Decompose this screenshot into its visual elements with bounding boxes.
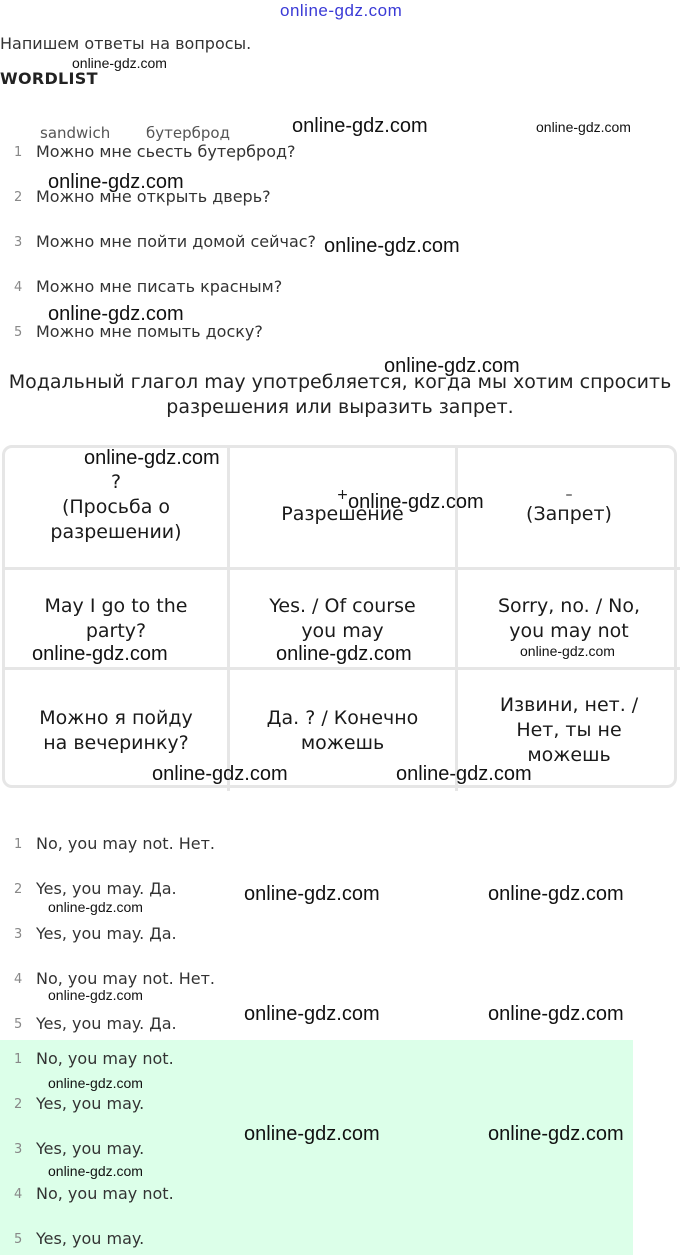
cell-text: May I go to the party? [44,594,188,642]
wordlist-cut-translation: бутерброд [146,124,230,142]
list-item [0,1094,640,1124]
item-number: 4 [14,972,23,987]
watermark: online-gdz.com [48,1075,143,1091]
item-number: 2 [14,1097,23,1112]
watermark: online-gdz.com [292,115,428,137]
header-label: (Просьба о разрешении) [50,496,182,543]
item-number: 5 [14,1017,23,1032]
item-text: Можно мне пойти домой сейчас? [36,232,317,251]
watermark: online-gdz.com [84,447,220,469]
cell-text: Да. ? / Конечно можешь [266,706,419,754]
item-text: Yes, you may. Да. [36,1014,177,1033]
intro-text: Напишем ответы на вопросы. [0,34,252,53]
modal-table [2,445,677,788]
list-item [0,232,640,262]
item-text: No, you may not. Нет. [36,834,216,853]
item-text: No, you may not. [36,1049,174,1068]
item-number: 3 [14,927,23,942]
item-text: Можно мне помыть доску? [36,322,263,341]
watermark: online-gdz.com [384,355,520,377]
wordlist-title: WORDLIST [0,69,98,88]
watermark: online-gdz.com [32,643,168,665]
item-text: Можно мне сьесть бутерброд? [36,142,296,161]
item-number: 2 [14,190,23,205]
watermark: online-gdz.com [276,643,412,665]
item-number: 1 [14,837,23,852]
item-text: Yes, you may. Да. [36,879,177,898]
watermark-top: online-gdz.com [280,1,403,20]
wordlist-cut-word: sandwich [40,124,111,142]
watermark: online-gdz.com [48,987,143,1003]
header-symbol: + [336,487,349,503]
list-item [0,1184,640,1214]
watermark: online-gdz.com [48,171,184,193]
item-number: 4 [14,280,23,295]
watermark: online-gdz.com [488,883,624,905]
watermark: online-gdz.com [396,763,532,785]
item-text: Yes, you may. Да. [36,924,177,943]
item-text: Yes, you may. [36,1229,145,1248]
item-number: 3 [14,235,23,250]
cell-text: Sorry, no. / No, you may not [497,594,641,642]
watermark: online-gdz.com [48,899,143,915]
watermark: online-gdz.com [536,119,631,135]
item-number: 5 [14,325,23,340]
watermark: online-gdz.com [488,1123,624,1145]
list-item [0,1229,640,1259]
watermark: online-gdz.com [72,55,167,71]
watermark: online-gdz.com [520,643,615,659]
header-label: (Запрет) [526,503,612,525]
watermark: online-gdz.com [48,1163,143,1179]
item-number: 1 [14,1052,23,1067]
modal-verb-note: Модальный глагол may употребляется, когда мы хотим спросить разрешения или выразить запрет. [8,371,672,418]
watermark: online-gdz.com [348,491,484,513]
item-text: No, you may not. [36,1184,174,1203]
list-item [0,924,640,954]
item-text: Yes, you may. [36,1139,145,1158]
header-symbol: – [565,487,573,503]
watermark: online-gdz.com [244,1003,380,1025]
item-text: Yes, you may. [36,1094,145,1113]
list-item [0,322,640,352]
watermark: online-gdz.com [48,303,184,325]
list-item [0,834,640,864]
table-header-prohibition [458,448,680,570]
watermark: online-gdz.com [324,235,460,257]
item-text: Можно мне открыть дверь? [36,187,271,206]
item-number: 4 [14,1187,23,1202]
header-label: Разрешение [281,503,404,525]
watermark: online-gdz.com [244,883,380,905]
cell-text: Извини, нет. / Нет, ты не можешь [499,694,639,766]
item-number: 5 [14,1232,23,1247]
cell-text: Yes. / Of course you may [269,594,416,642]
item-number: 3 [14,1142,23,1157]
item-number: 1 [14,145,23,160]
watermark: online-gdz.com [152,763,288,785]
watermark: online-gdz.com [488,1003,624,1025]
watermark: online-gdz.com [244,1123,380,1145]
header-symbol: ? [110,471,122,493]
item-number: 2 [14,882,23,897]
list-item [0,142,640,172]
item-text: No, you may not. Нет. [36,969,216,988]
item-text: Можно мне писать красным? [36,277,283,296]
cell-text: Можно я пойду на вечеринку? [39,706,193,754]
